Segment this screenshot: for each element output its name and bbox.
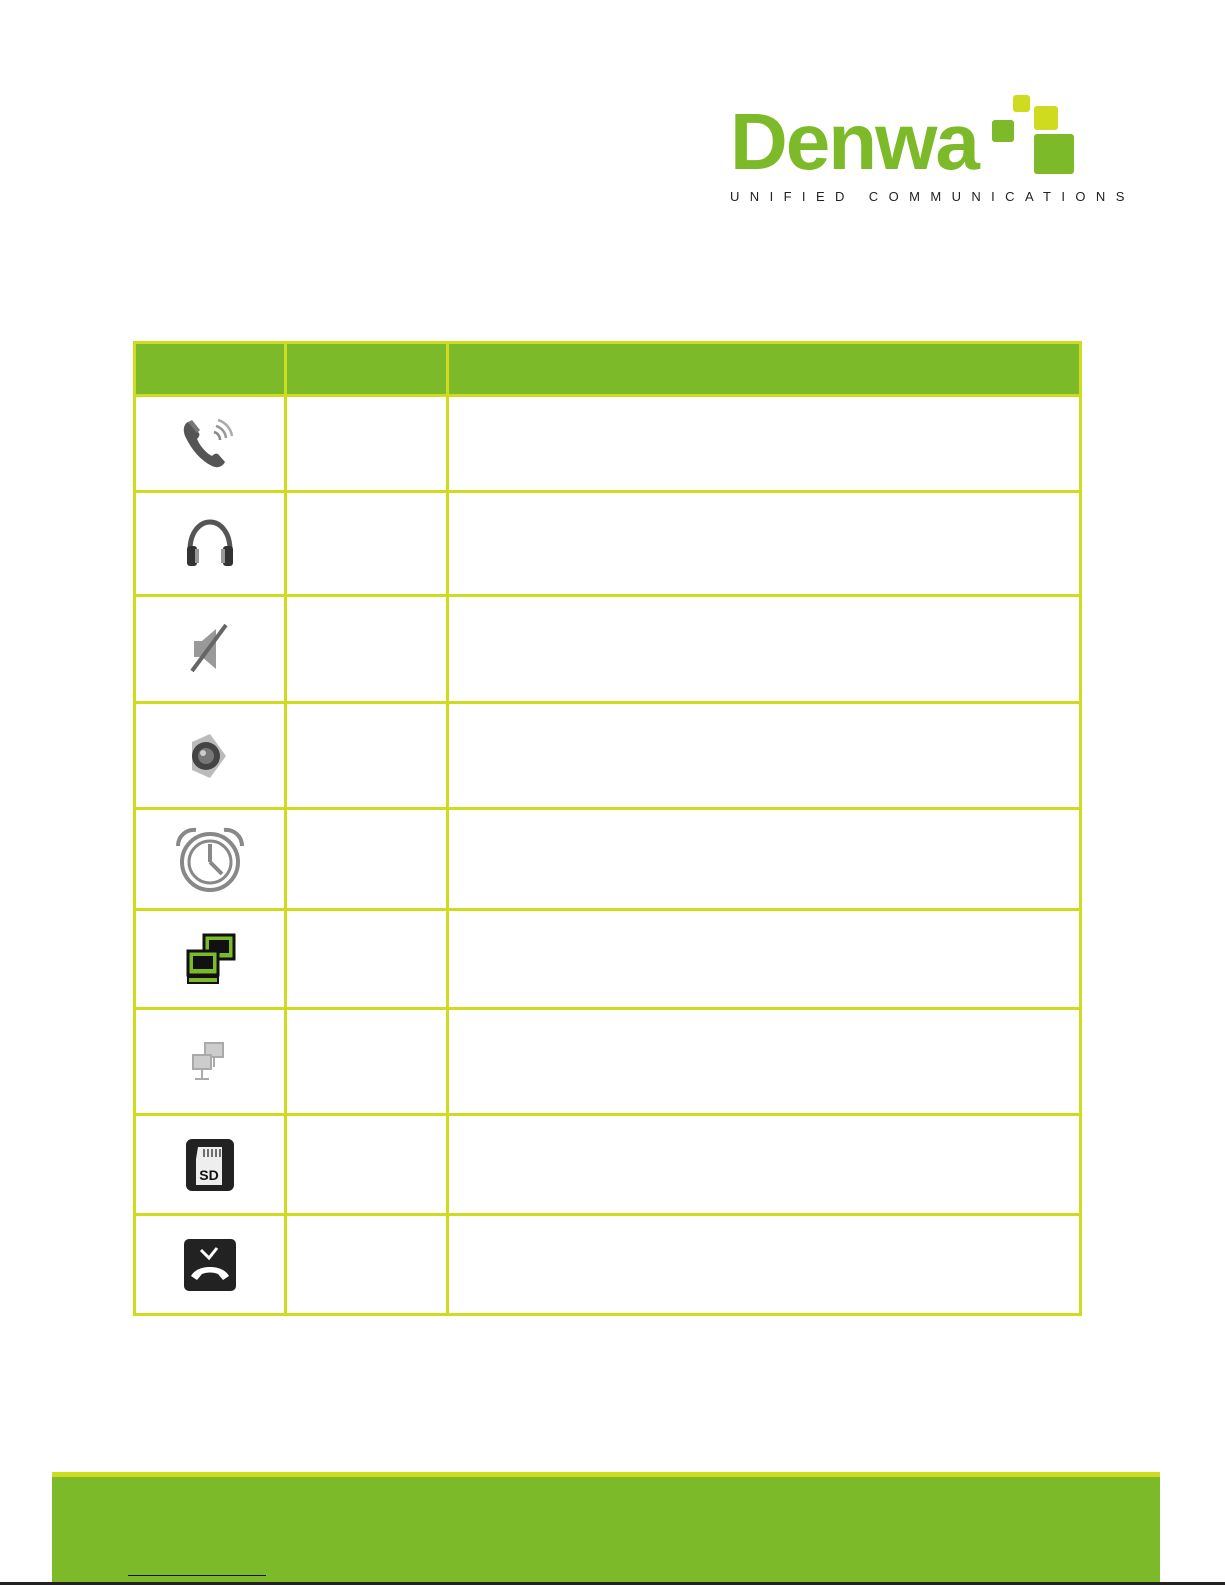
description-cell <box>448 1009 1081 1115</box>
header-description-col <box>448 343 1081 396</box>
header-icon-col <box>135 343 286 396</box>
icon-cell <box>135 1115 286 1215</box>
description-cell <box>448 703 1081 809</box>
name-cell <box>286 910 448 1009</box>
alarm-clock-icon <box>170 824 250 894</box>
denwa-logo <box>730 92 1135 212</box>
network-disconnected-icon <box>185 1037 235 1087</box>
table-row <box>135 492 1081 596</box>
table-row <box>135 396 1081 492</box>
network-connected-icon <box>180 931 240 987</box>
icon-cell <box>135 596 286 703</box>
icon-cell <box>135 809 286 910</box>
icon-cell <box>135 1009 286 1115</box>
footer-band <box>52 1477 1160 1585</box>
logo-square-medium <box>1034 106 1058 130</box>
description-cell <box>448 492 1081 596</box>
svg-text:SD: SD <box>199 1166 219 1183</box>
missed-call-icon <box>183 1238 237 1292</box>
logo-square-large <box>1034 134 1074 174</box>
logo-square-left <box>992 120 1014 142</box>
logo-tagline: UNIFIED COMMUNICATIONS <box>730 189 1135 204</box>
icon-cell <box>135 1215 286 1315</box>
name-cell <box>286 1215 448 1315</box>
name-cell <box>286 492 448 596</box>
name-cell <box>286 396 448 492</box>
description-cell <box>448 1115 1081 1215</box>
name-cell <box>286 809 448 910</box>
table-row <box>135 1115 1081 1215</box>
table-header-row <box>135 343 1081 396</box>
status-icon-table <box>133 341 1079 1315</box>
table-row <box>135 1215 1081 1315</box>
logo-square-small <box>1013 95 1030 112</box>
description-cell <box>448 910 1081 1009</box>
logo-wordmark: Denwa <box>730 97 978 186</box>
table-row <box>135 596 1081 703</box>
icon-cell <box>135 703 286 809</box>
icon-cell <box>135 492 286 596</box>
table-row <box>135 809 1081 910</box>
sd-card-icon <box>184 1137 236 1193</box>
name-cell <box>286 1009 448 1115</box>
name-cell <box>286 1115 448 1215</box>
description-cell <box>448 596 1081 703</box>
table-row <box>135 703 1081 809</box>
speaker-icon <box>182 726 238 786</box>
speaker-muted-icon <box>182 619 238 679</box>
headset-icon <box>182 516 238 572</box>
table-row <box>135 1009 1081 1115</box>
phone-ringing-icon <box>178 416 242 472</box>
table-row <box>135 910 1081 1009</box>
name-cell <box>286 703 448 809</box>
footer-link[interactable] <box>128 1573 266 1576</box>
description-cell <box>448 396 1081 492</box>
icon-cell <box>135 910 286 1009</box>
icon-cell <box>135 396 286 492</box>
header-name-col <box>286 343 448 396</box>
description-cell <box>448 809 1081 910</box>
name-cell <box>286 596 448 703</box>
description-cell <box>448 1215 1081 1315</box>
